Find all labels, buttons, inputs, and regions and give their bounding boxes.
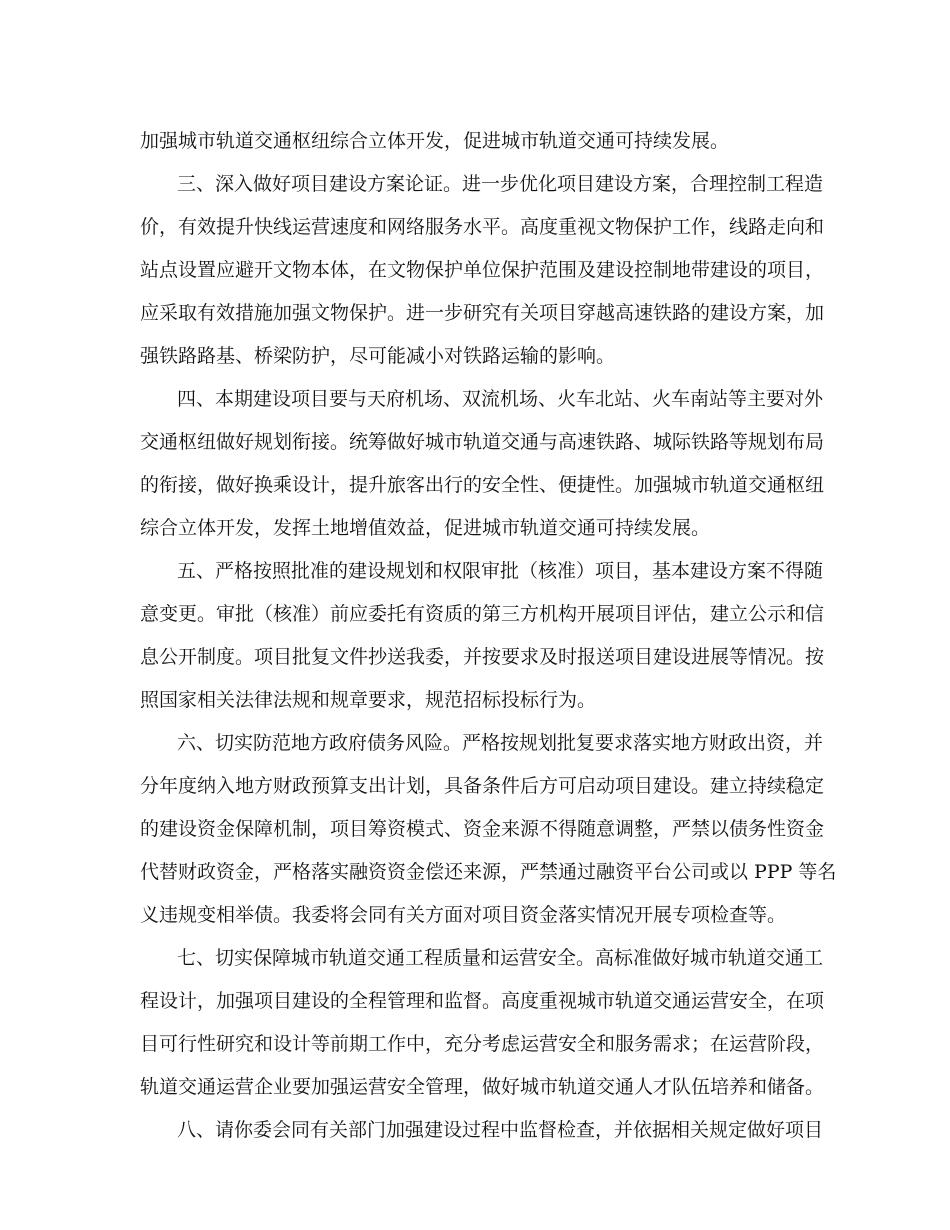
text-line: 代替财政资金，严格落实融资资金偿还来源，严禁通过融资平台公司或以 PPP 等名 — [140, 861, 837, 883]
text-line: 综合立体开发，发挥土地增值效益，促进城市轨道交通可持续发展。 — [140, 517, 711, 539]
text-line: 应采取有效措施加强文物保护。进一步研究有关项目穿越高速铁路的建设方案，加 — [140, 302, 825, 324]
text-line: 意变更。审批（核准）前应委托有资质的第三方机构开展项目评估，建立公示和信 — [140, 603, 825, 625]
text-line: 轨道交通运营企业要加强运营安全管理，做好城市轨道交通人才队伍培养和储备。 — [140, 1076, 825, 1098]
text-line: 义违规变相举债。我委将会同有关方面对项目资金落实情况开展专项检查等。 — [140, 904, 787, 926]
text-line: 目可行性研究和设计等前期工作中，充分考虑运营安全和服务需求；在运营阶段， — [140, 1033, 825, 1055]
text-line: 五、严格按照批准的建设规划和权限审批（核准）项目，基本建设方案不得随 — [177, 560, 824, 582]
text-line: 的衔接，做好换乘设计，提升旅客出行的安全性、便捷性。加强城市轨道交通枢纽 — [140, 474, 825, 496]
text-line: 分年度纳入地方财政预算支出计划，具备条件后方可启动项目建设。建立持续稳定 — [140, 775, 825, 797]
text-line: 加强城市轨道交通枢纽综合立体开发，促进城市轨道交通可持续发展。 — [140, 130, 730, 152]
text-line: 站点设置应避开文物本体，在文物保护单位保护范围及建设控制地带建设的项目， — [140, 259, 825, 281]
text-line: 照国家相关法律法规和规章要求，规范招标投标行为。 — [140, 689, 597, 711]
text-line: 息公开制度。项目批复文件抄送我委，并按要求及时报送项目建设进展等情况。按 — [140, 646, 825, 668]
text-line: 四、本期建设项目要与天府机场、双流机场、火车北站、火车南站等主要对外 — [177, 388, 824, 410]
text-line: 交通枢纽做好规划衔接。统筹做好城市轨道交通与高速铁路、城际铁路等规划布局 — [140, 431, 825, 453]
text-line: 程设计，加强项目建设的全程管理和监督。高度重视城市轨道交通运营安全，在项 — [140, 990, 825, 1012]
text-line: 八、请你委会同有关部门加强建设过程中监督检查，并依据相关规定做好项目 — [177, 1119, 824, 1141]
text-line: 七、切实保障城市轨道交通工程质量和运营安全。高标准做好城市轨道交通工 — [177, 947, 824, 969]
text-line: 强铁路路基、桥梁防护，尽可能减小对铁路运输的影响。 — [140, 345, 616, 367]
text-line: 价，有效提升快线运营速度和网络服务水平。高度重视文物保护工作，线路走向和 — [140, 216, 825, 238]
text-line: 的建设资金保障机制，项目筹资模式、资金来源不得随意调整，严禁以债务性资金 — [140, 818, 825, 840]
text-line: 三、深入做好项目建设方案论证。进一步优化项目建设方案，合理控制工程造 — [177, 173, 824, 195]
text-line: 六、切实防范地方政府债务风险。严格按规划批复要求落实地方财政出资，并 — [177, 732, 824, 754]
